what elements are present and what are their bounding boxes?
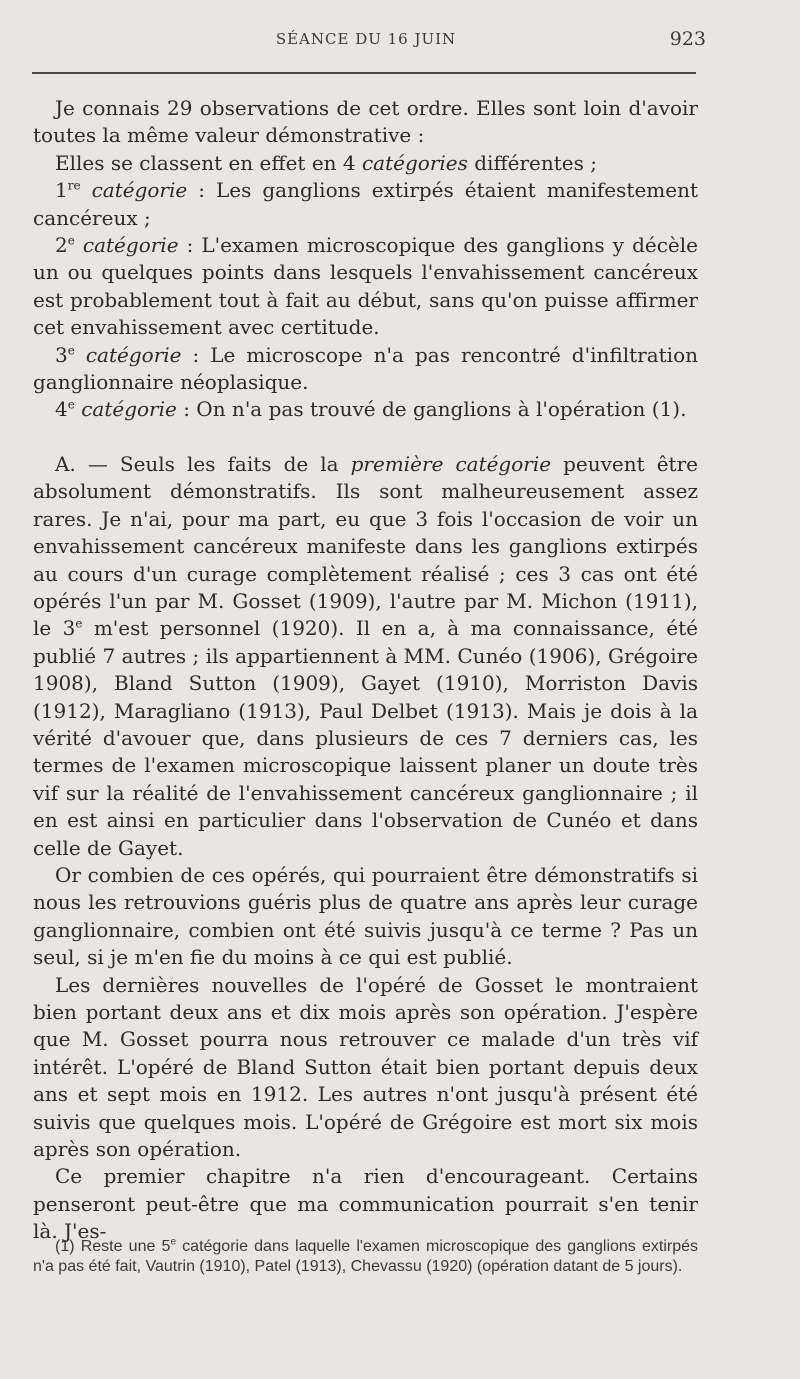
category-3: 3e catégorie : Le microscope n'a pas rencontré d'infiltration ganglionnaire néoplasique.: [33, 342, 698, 395]
paragraph-first-chapter: Ce premier chapitre n'a rien d'encourageant. Certains penseront peut-être que ma communication pourrait s'en tenir là. J'es-: [33, 1164, 698, 1244]
category-4: 4e catégorie : On n'a pas trouvé de ganglions à l'opération (1).: [55, 397, 687, 422]
running-title: SÉANCE DU 16 JUIN: [275, 30, 457, 48]
footnote: (1) Reste une 5e catégorie dans laquelle l'examen microscopique des ganglions extirpés n'a pas été fait, Vautrin (1910), Patel (1913), Chevassu (1920) (opération datant de 5 jours).: [33, 1236, 698, 1275]
paragraph-categories: Elles se classent en effet en 4 catégories différentes ;: [55, 150, 598, 175]
paragraph-latest-news: Les dernières nouvelles de l'opéré de Gosset le montraient bien portant deux ans et dix mois après son opération. J'espère que M. Gosset pourra nous retrouver ce malade d'un très vif intérêt. L'opéré de Bland Sutton était bien portant depuis deux ans et sept mois en 1912. Les autres n'ont jusqu'à présent été suivis que quelques mois. L'opéré de Grégoire est mort six mois après son opération.: [33, 972, 698, 1162]
page-number: 923: [669, 28, 706, 50]
paragraph-follow-up: Or combien de ces opérés, qui pourraient être démonstratifs si nous les retrouvions guéris plus de quatre ans après leur curage ganglionnaire, combien ont été suivis jusqu'à ce terme ? Pas un seul, si je m'en fie du moins à ce qui est publié.: [33, 862, 698, 970]
header-rule: [32, 72, 696, 74]
paragraph-observations: Je connais 29 observations de cet ordre. Elles sont loin d'avoir toutes la même valeur démonstrative :: [33, 96, 698, 148]
category-1: 1re catégorie : Les ganglions extirpés étaient manifestement cancéreux ;: [33, 178, 699, 230]
body-text: [33, 95, 698, 1246]
category-2: 2e catégorie : L'examen microscopique des ganglions y décèle un ou quelques points dans lesquels l'envahissement cancéreux est probablement tout à fait au début, sans qu'on puisse affirmer cet envahissement avec certitude.: [33, 233, 698, 340]
page-header: [34, 28, 706, 64]
paragraph-section-a: A. — Seuls les faits de la première catégorie peuvent être absolument démonstratifs. Ils sont malheureusement assez rares. Je n'ai, pour ma part, eu que 3 fois l'occasion de voir un envahissement cancéreux manifeste dans les ganglions extirpés au cours d'un curage complètement réalisé ; ces 3 cas ont été opérés l'un par M. Gosset (1909), l'autre par M. Michon (1911), le 3e m'est personnel (1920). Il en a, à ma connaissance, été publié 7 autres ; ils appartiennent à MM. Cunéo (1906), Grégoire 1908), Bland Sutton (1909), Gayet (1910), Morriston Davis (1912), Maragliano (1913), Paul Delbet (1913). Mais je dois à la vérité d'avouer que, dans plusieurs de ces 7 derniers cas, les termes de l'examen microscopique laissent planer un doute très vif sur la réalité de l'envahissement cancéreux ganglionnaire ; il en est ainsi en particulier dans l'observation de Cunéo et dans celle de Gayet.: [33, 451, 698, 860]
